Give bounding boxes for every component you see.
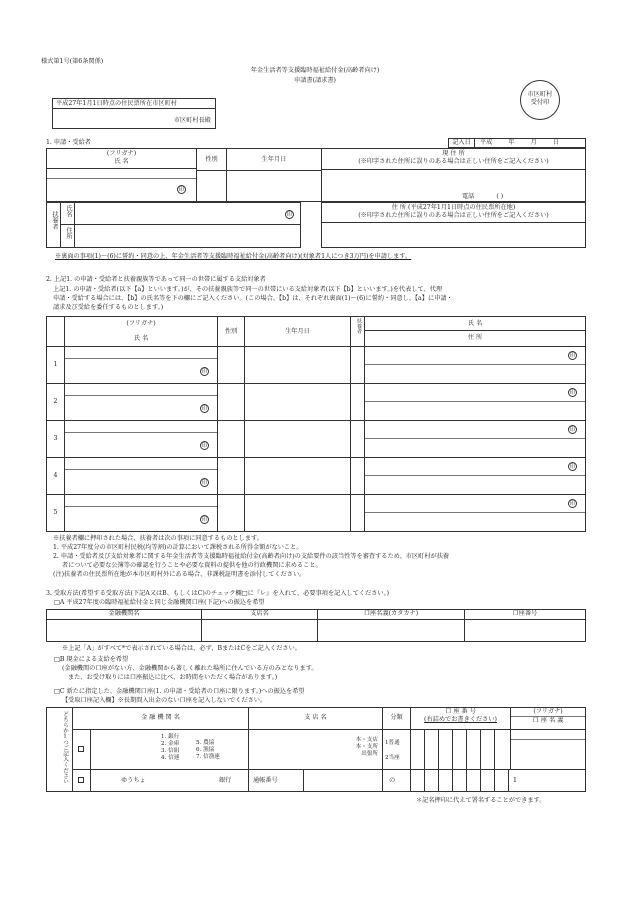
dep-supporter-input[interactable]: [365, 421, 585, 458]
dep-seal: 印: [201, 443, 208, 449]
dep-supporter-input[interactable]: [365, 384, 585, 421]
c-tsucho-input[interactable]: [304, 770, 383, 791]
c-right-align-note: (右詰めでお書きください): [424, 715, 497, 723]
dep-dob-input[interactable]: [245, 384, 351, 421]
a-bank-label: 金融機関名: [47, 610, 201, 620]
dep-name-label: 氏 名: [133, 334, 149, 342]
c-bank-input[interactable]: [91, 730, 249, 770]
dep-supporter-input[interactable]: [365, 458, 585, 495]
mayor-label: 市区町村長殿: [173, 117, 211, 124]
date-box[interactable]: [448, 138, 586, 148]
section2-para1: 上記1. の申請・受給者(以下【a】といいます。)が、その扶養親族等で同一の世帯にいる支給対象者(以下【b】といいます。)を代表して、代理: [53, 286, 443, 293]
phone-label: 電話 ( ): [462, 193, 504, 200]
date-era: 平成: [480, 139, 493, 146]
gender-col[interactable]: [197, 149, 227, 201]
supporter-vlabel: 扶養者: [47, 203, 61, 247]
c-no-label: の: [383, 770, 411, 791]
dep-sup-seal: 印: [569, 390, 576, 396]
section1-heading: 1. 申請・受給者: [46, 139, 91, 146]
option-b-note1: (金融機関の口座がない方、金融機関から著しく離れた場所に住んでいる方のみとなります。: [62, 665, 318, 672]
dep-sup-seal: 印: [569, 501, 576, 507]
option-b-note2: また、お受け取りには口座振込に比べ、お時間をいただく場合があります。): [68, 674, 278, 681]
bank-type: 1. 銀行: [161, 734, 180, 740]
bank-types-2: [196, 740, 220, 761]
section2-heading: 2. 上記1. の申請・受給者と扶養親族等であって同一の世帯に属する支給対象者: [46, 276, 266, 283]
stamp-line1: 市区町村: [527, 91, 553, 98]
row-no-header: [47, 317, 65, 347]
dep-name-header: [65, 317, 218, 347]
choose-one-label: どちらか1つご記入ください: [47, 708, 73, 791]
dep-dob-header: 生年月日: [245, 317, 351, 347]
applicant-table: [46, 148, 586, 202]
dep-sup-blank: [351, 495, 365, 532]
row-number: 1: [47, 347, 65, 384]
dep-sup-name-label: 氏 名: [365, 317, 585, 331]
section2-para3: 請求及び受給を委任するものとします。): [53, 304, 164, 311]
option-c-table: [46, 707, 586, 792]
bank-type: 7. 信漁連: [196, 753, 220, 760]
a-bank-col[interactable]: [47, 610, 202, 641]
dep-seal: 印: [201, 517, 208, 523]
dep-gender-input[interactable]: [218, 458, 245, 495]
date-label: 記入日: [449, 139, 475, 147]
applicant-seal: 印: [178, 186, 185, 193]
option-a-note: ※上記「A」がすべて*で表示されている場合は、必ず、BまたはCをご記入ください。: [62, 645, 301, 652]
supporter-address-input[interactable]: [75, 225, 300, 247]
dep-sup-blank: [351, 421, 365, 458]
dep-name-input[interactable]: [65, 347, 218, 384]
dep-note5: (注)扶養者の住民票所在地が本市区町村外にある場合、非課税証明書を添付してください。: [53, 571, 306, 578]
dep-supporter-cols: [365, 317, 585, 347]
dep-gender-header: 性別: [218, 317, 245, 347]
reception-stamp: [520, 80, 560, 120]
dep-name-input[interactable]: [65, 384, 218, 421]
a-branch-label: 支店名: [202, 610, 317, 620]
form-title: 年金生活者等支援臨時福祉給付金(高齢者向け): [250, 67, 380, 74]
cat-current: 2当座: [385, 754, 400, 761]
bank-type: 4. 信連: [161, 754, 180, 761]
address-col[interactable]: [322, 149, 585, 201]
stamp-line2: 受付印: [530, 98, 550, 106]
c-yucho-check[interactable]: [73, 770, 91, 791]
municipality-label: 平成27年1月1日時点の住民票所在市区町村: [53, 99, 215, 109]
supporter-address-box[interactable]: [321, 202, 586, 248]
furigana-label: (フリガナ): [106, 150, 137, 157]
dep-note3: 2. 申請・受給者及び支給対象者に関する年金生活者等支援臨時福祉給付金(高齢者向け)の支給要件の該当性等を審査するため、市区町村が扶養: [53, 553, 450, 560]
c-category-header: 分類: [383, 708, 411, 730]
dep-dob-input[interactable]: [245, 495, 351, 532]
branch-type: 本・支店: [355, 737, 378, 743]
a-holder-label: 口座名義(カタカナ): [318, 610, 464, 620]
supporter-seal: 印: [286, 212, 293, 218]
bank-types-1: [161, 734, 179, 762]
supporter-address-label: 住所: [61, 225, 75, 247]
c-holder-header: [511, 708, 585, 730]
dep-note2: 1. 平成27年度分の市区町村民税(均等割)の計算において課税される所得金額がないこと。: [53, 544, 303, 551]
row-number: 3: [47, 421, 65, 458]
date-year: 年: [508, 139, 515, 146]
supporter-address-note: (※印字された住所に誤りのある場合は正しい住所をご記入ください): [322, 212, 585, 223]
dep-note1: ※扶養者欄に押印された場合、扶養者は次の事項に同意するものとします。: [53, 535, 263, 542]
c-holder-input[interactable]: [511, 730, 585, 770]
dep-name-input[interactable]: [65, 421, 218, 458]
dep-name-input[interactable]: [65, 495, 218, 532]
dep-gender-input[interactable]: [218, 421, 245, 458]
dep-seal: 印: [201, 480, 208, 486]
dep-supporter-header: 扶養者: [351, 317, 365, 347]
c-yucho-digits[interactable]: [411, 770, 585, 791]
form-number: 様式第1号(第6条関係): [41, 58, 104, 65]
c-furigana-label: (フリガナ): [511, 708, 585, 717]
consent-text: ※裏面の事項(1)～(6)に誓約・同意の上、年金生活者等支援臨時福祉給付金(高齢者向け)(対象者1人につき3万円)を申請します。: [55, 253, 412, 260]
c-account-digits[interactable]: [411, 730, 511, 770]
dob-col[interactable]: [227, 149, 322, 201]
dob-label: 生年月日: [227, 149, 321, 171]
row-number: 5: [47, 495, 65, 532]
dependents-table: [46, 316, 586, 532]
c-holder-label: 口 座 名 義: [532, 716, 564, 724]
dep-sup-blank: [351, 458, 365, 495]
dep-dob-input[interactable]: [245, 347, 351, 384]
c-branch-input[interactable]: [249, 730, 383, 770]
c-tsucho-label: 通帳番号: [249, 770, 304, 791]
c-category-input[interactable]: [383, 730, 411, 770]
supporter-table: [46, 202, 301, 248]
address-note: (※印字された住所に誤りのある場合は正しい住所をご記入ください): [322, 158, 585, 170]
c-bank-check[interactable]: [73, 730, 91, 770]
dep-dob-input[interactable]: [245, 458, 351, 495]
ginko-label: 銀行: [219, 777, 232, 784]
a-account-label: 口座番号: [465, 610, 585, 620]
a-account-col[interactable]: [465, 610, 585, 641]
bank-type: 3. 信組: [161, 747, 180, 754]
form-subtitle: 申請書(請求書): [294, 77, 336, 84]
supporter-name-label: 氏名: [61, 203, 75, 225]
c-bank-header: 金 融 機 関 名: [73, 708, 249, 730]
municipality-box[interactable]: [52, 98, 216, 129]
section3-heading: 3. 受取方法(希望する受取方法(下記A又はB、もしくはC)のチェック欄□に『レ』を入れて、必要事項を記入してください。): [46, 590, 390, 597]
row-number: 4: [47, 458, 65, 495]
yucho-one: 1: [513, 777, 517, 784]
dep-gender-input[interactable]: [218, 495, 245, 532]
branch-types: [356, 737, 378, 758]
dep-supporter-input[interactable]: [365, 495, 585, 532]
dep-name-input[interactable]: [65, 458, 218, 495]
dep-sup-addr-label: 住 所: [467, 334, 483, 341]
dep-note4: 者について必要な公簿等の確認を行うことや必要な資料の提供を他の行政機関に求めること。: [62, 562, 322, 569]
dep-sup-seal: 印: [569, 353, 576, 359]
option-a-label[interactable]: □A 平成27年度の臨時福祉給付金と同じ金融機関口座(下記)への振込を希望: [54, 599, 265, 606]
supporter-address-title: 住 所 (平成27年1月1日時点の住民票所在地): [391, 204, 516, 211]
c-account-header: [411, 708, 511, 730]
dep-dob-input[interactable]: [245, 421, 351, 458]
a-holder-col[interactable]: [318, 610, 465, 641]
option-b-label[interactable]: □B 現金による支給を希望: [54, 656, 129, 663]
dep-sup-blank: [351, 384, 365, 421]
furigana-input[interactable]: [47, 169, 196, 179]
row-number: 2: [47, 384, 65, 421]
c-account-label: 口 座 番 号: [445, 708, 476, 715]
bank-type: 5. 農協: [196, 740, 215, 746]
applicant-name-col: [47, 149, 197, 201]
a-branch-col[interactable]: [202, 610, 318, 641]
dep-gender-input[interactable]: [218, 347, 245, 384]
date-month: 月: [530, 139, 537, 146]
branch-type: 出張所: [361, 750, 378, 757]
branch-type: 本・支所: [355, 743, 378, 750]
footer-note: ＊記名押印に代えて署名することができます。: [416, 797, 546, 804]
dep-gender-input[interactable]: [218, 384, 245, 421]
section2-para2: 申請・受給する場合には、【b】の氏名等を下の欄にご記入ください。(この場合、【b】は、それぞれ裏面(1)～(6)に誓約・同意し、【a】に申請・: [53, 295, 453, 302]
dep-sup-seal: 印: [569, 464, 576, 470]
dep-furigana-label: (フリガナ): [126, 320, 156, 327]
bank-type: 2. 金庫: [161, 740, 180, 747]
dep-sup-blank: [351, 347, 365, 384]
dep-seal: 印: [201, 369, 208, 375]
bank-type: 6. 漁協: [196, 746, 215, 753]
supporter-name-input[interactable]: [75, 203, 300, 225]
option-c-label[interactable]: □C 新たに指定した、金融機関口座(1. の申請・受給者の口座に限ります。)への振込を希望: [54, 688, 305, 695]
dep-seal: 印: [201, 406, 208, 412]
c-branch-header: 支 店 名: [249, 708, 383, 730]
date-day: 日: [552, 139, 559, 146]
cat-ordinary: 1普通: [385, 740, 400, 746]
dep-sup-seal: 印: [569, 427, 576, 433]
c-yucho-bank[interactable]: [91, 770, 249, 791]
option-c-title: 【受取口座記入欄】※長期間入出金のない口座を記入しないでください。: [62, 697, 267, 704]
option-a-table: [46, 609, 586, 642]
gender-label: 性別: [197, 149, 226, 171]
address-label: 現 住 所: [442, 150, 465, 157]
dep-supporter-input[interactable]: [365, 347, 585, 384]
name-label: 氏 名: [47, 158, 196, 169]
yucho-label: ゆうちょ: [121, 777, 146, 784]
